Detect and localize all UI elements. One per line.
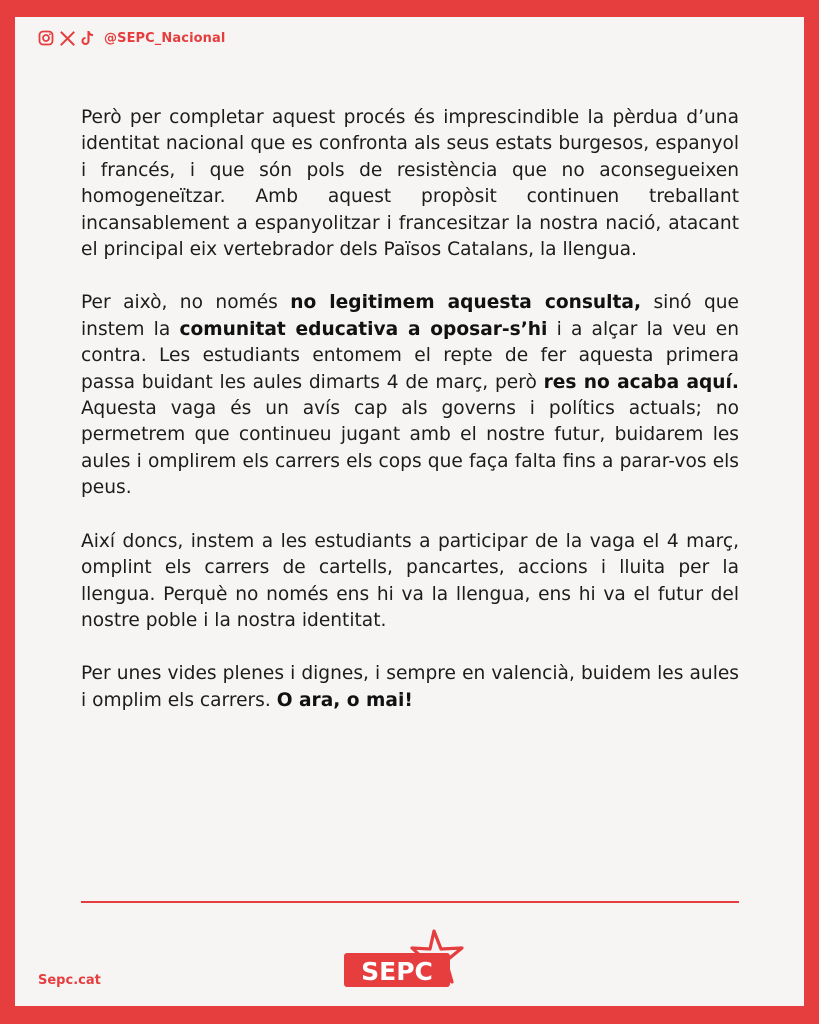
x-icon[interactable] [60, 31, 75, 46]
sepc-logo [340, 927, 480, 992]
instagram-icon[interactable] [38, 30, 54, 46]
bold-text: comunitat educativa a oposar-s’hi [179, 318, 548, 340]
tiktok-icon[interactable] [81, 30, 95, 46]
paragraph [81, 529, 739, 635]
poster-frame [15, 17, 804, 1006]
bold-text: O ara, o mai! [276, 689, 413, 711]
bold-text: res no acaba aquí. [543, 371, 739, 393]
text-run: Per això, no només [81, 292, 291, 314]
bold-text: no legitimem aquesta consulta, [290, 292, 642, 314]
paragraph [81, 290, 739, 501]
paragraph [81, 661, 739, 714]
website-link[interactable]: Sepc.cat [38, 973, 101, 988]
text-run: Per unes vides plenes i dignes, i sempre en valencià, buidem les aules i omplim els carrers. [81, 663, 739, 711]
article-body [81, 105, 739, 741]
text-run: Però per completar aquest procés és imprescindible la pèrdua d’una identitat nacional que es confronta als seus estats burgesos, espanyol i francés, i que són pols de resistència que no aconsegueixen homogeneïtzar. Amb aquest propòsit continuen treballant incansablement a espanyolitzar i francesitzar la nostra nació, atacant el principal eix vertebrador dels Països Catalans, la llengua. [81, 107, 739, 261]
divider-line [81, 901, 739, 903]
text-run: Així doncs, instem a les estudiants a participar de la vaga el 4 març, omplint els carrers de cartells, pancartes, accions i lluita per la llengua. Perquè no només ens hi va la llengua, ens hi va el futur del nostre poble i la nostra identitat. [81, 530, 739, 631]
text-run: Aquesta vaga és un avís cap als governs i polítics actuals; no permetrem que continueu jugant amb el nostre futur, buidarem les aules i omplirem els carrers els cops que faça falta fins a parar-vos els peus. [81, 398, 739, 499]
social-header [38, 29, 225, 47]
social-handle[interactable]: @SEPC_Nacional [104, 30, 226, 46]
text-run: i a alçar la veu en contra. Les estudiants entomem el repte de fer aquesta primera passa buidant les aules dimarts 4 de març, però [81, 318, 739, 393]
logo-text: SEPC [361, 957, 433, 986]
paragraph [81, 105, 739, 263]
text-run: sinó que instem la [81, 292, 739, 340]
